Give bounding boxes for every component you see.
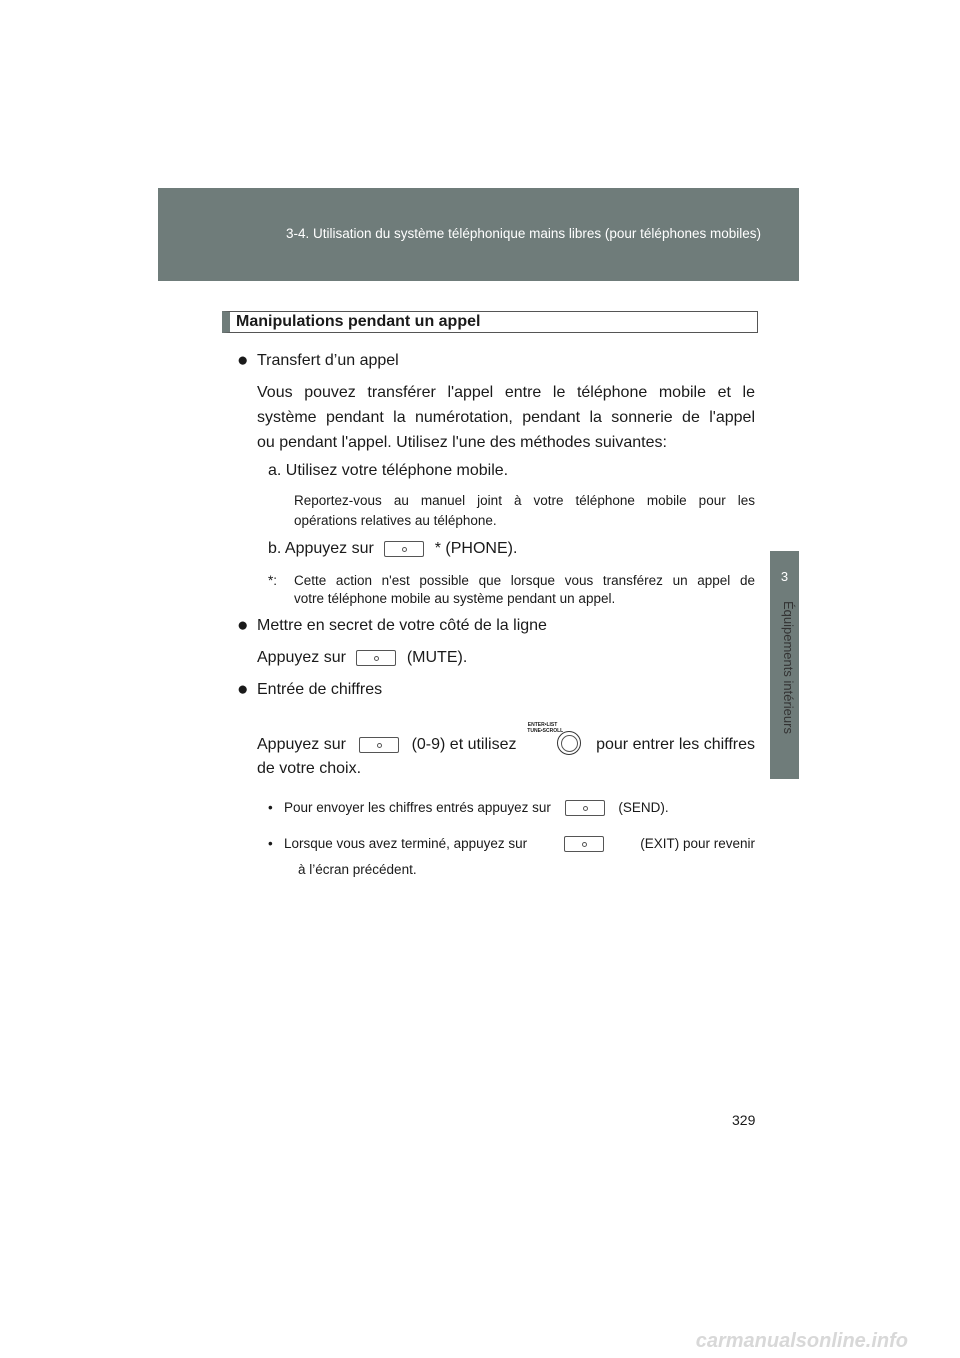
digits-instruction [257,722,755,759]
breadcrumb: 3-4. Utilisation du système téléphonique mains libres (pour téléphones mobiles) [286,226,761,241]
chapter-header [158,188,799,281]
method-b [268,536,517,562]
page-number: 329 [732,1112,756,1128]
bullet-icon: ● [237,679,249,700]
chapter-label: Équipements intérieurs [781,601,796,734]
send-button-icon [565,800,605,816]
item-heading-mute: Mettre en secret de votre côté de la ligne [257,617,547,634]
list-bullet: • [268,836,273,851]
footnote-mark: *: [268,573,278,588]
send-instruction: Pour envoyer les chiffres entrés appuyez sur (SEND). [284,800,669,815]
phone-button-icon [384,541,424,557]
watermark: carmanualsonline.info [695,1330,908,1352]
digits-post: pour entrer les chiffres [596,736,755,753]
mute-text: Appuyez sur [257,649,346,666]
exit-button-icon [564,836,604,852]
method-b-text: b. Appuyez sur [268,540,374,557]
method-b-suffix: * (PHONE). [434,540,518,557]
note-line: Reportez-vous au manuel joint à votre téléphone mobile pour les [294,493,755,508]
footer [0,1330,960,1358]
paragraph-line: ou pendant l'appel. Utilisez l'une des méthodes suivantes: [257,434,667,451]
footnote-line: votre téléphone mobile au système pendant un appel. [294,591,616,606]
paragraph-line: de votre choix. [257,760,362,777]
paragraph-line: système pendant la numérotation, pendant la sonnerie de l'appel [257,409,755,426]
bullet-icon: ● [237,350,249,371]
mute-button-icon [356,650,396,666]
list-bullet: • [268,800,273,815]
knob-caption: ENTER•LIST TUNE•SCROLL [527,722,564,734]
paragraph-line: Vous pouvez transférer l'appel entre le téléphone mobile et le [257,384,755,401]
note-line: opérations relatives au téléphone. [294,513,497,528]
tune-scroll-knob-icon [527,722,585,759]
bullet-icon: ● [237,615,249,636]
exit-line2: à l’écran précédent. [298,862,417,877]
mute-instruction [257,645,467,671]
footnote-line: Cette action n'est possible que lorsque vous transférez un appel de [294,573,755,588]
mute-suffix: (MUTE). [406,649,468,666]
item-heading-digits: Entrée de chiffres [257,681,383,698]
item-heading-transfer: Transfert d’un appel [257,352,399,369]
exit-instruction: Lorsque vous avez terminé, appuyez sur (EXIT) pour revenir [284,836,755,851]
digit-button-icon [359,737,399,753]
section-title: Manipulations pendant un appel [222,311,758,333]
digits-text: Appuyez sur [257,736,346,753]
chapter-number: 3 [780,569,789,584]
method-a: a. Utilisez votre téléphone mobile. [268,462,509,479]
digits-mid: (0-9) et utilisez [411,736,517,753]
